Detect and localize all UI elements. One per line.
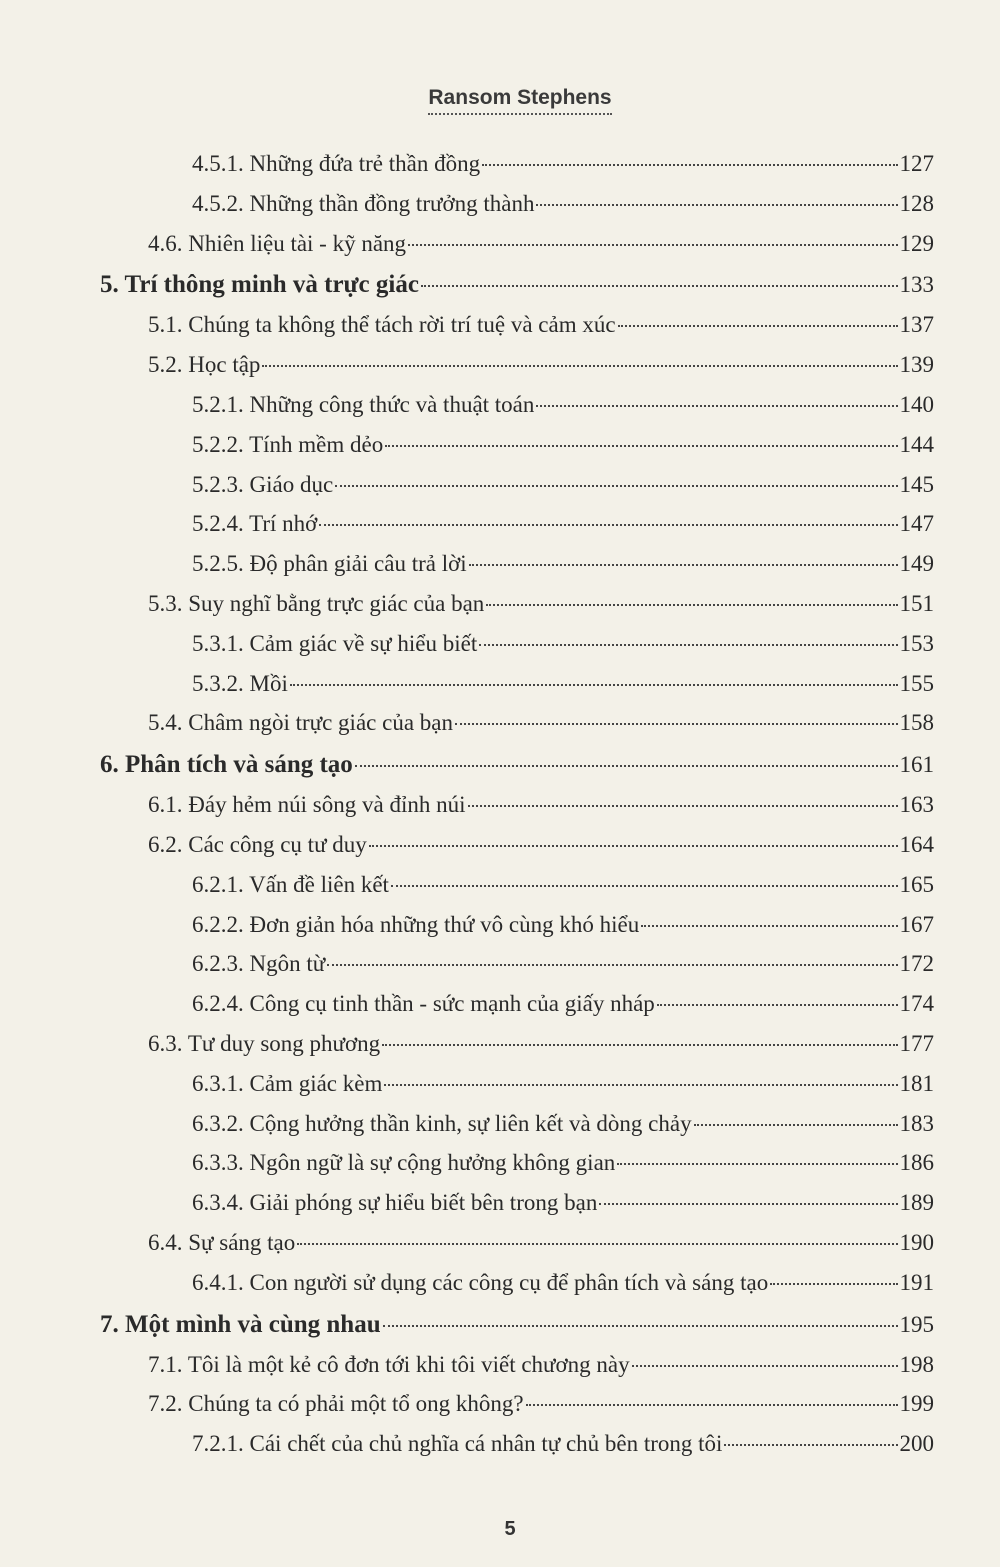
toc-entry-page: 165 [899, 871, 934, 897]
toc-entry-page: 145 [899, 471, 934, 497]
toc-entry-label: 5.2.4. Trí nhớ [192, 511, 318, 537]
toc-entry-label: 6.2. Các công cụ tư duy [148, 831, 367, 857]
toc-section-entry [100, 665, 934, 705]
dot-leader [382, 1044, 897, 1046]
toc-entry-page: 190 [899, 1229, 934, 1255]
toc-section-entry [100, 306, 934, 346]
dot-leader [482, 164, 897, 166]
toc-entry-page: 155 [899, 670, 934, 696]
toc-entry-label: 5.3.1. Cảm giác về sự hiểu biết [192, 630, 478, 656]
toc-entry-page: 181 [899, 1070, 934, 1096]
toc-entry-label: 4.6. Nhiên liệu tài - kỹ năng [148, 230, 407, 256]
toc-section-entry [100, 1184, 934, 1224]
toc-entry-label: 6.4.1. Con người sử dụng các công cụ để phân tích và sáng tạo [192, 1269, 769, 1295]
dot-leader [369, 845, 898, 847]
dot-leader [632, 1365, 898, 1367]
dot-leader [335, 485, 897, 487]
toc-entry-label: 6.3.3. Ngôn ngữ là sự cộng hưởng không gian [192, 1150, 616, 1176]
toc-entry-page: 186 [899, 1150, 934, 1176]
dot-leader [327, 964, 897, 966]
toc-entry-page: 158 [899, 710, 934, 736]
toc-section-entry [100, 1065, 934, 1105]
toc-entry-label: 6.1. Đáy hẻm núi sông và đỉnh núi [148, 792, 466, 818]
dot-leader [479, 644, 897, 646]
dot-leader [599, 1203, 897, 1205]
toc-section-entry [100, 225, 934, 265]
dot-leader [421, 285, 898, 287]
toc-entry-label: 6. Phân tích và sáng tạo [100, 751, 353, 779]
dot-leader [408, 244, 897, 246]
toc-entry-label: 6.3.4. Giải phóng sự hiểu biết bên trong bạn [192, 1190, 598, 1216]
toc-section-entry [100, 545, 934, 585]
dot-leader [319, 524, 897, 526]
toc-entry-page: 163 [899, 792, 934, 818]
toc-entry-label: 5.2.3. Giáo dục [192, 471, 334, 497]
toc-section-entry [100, 1144, 934, 1184]
dot-leader [385, 445, 897, 447]
toc-entry-label: 7. Một mình và cùng nhau [100, 1310, 381, 1338]
toc-entry-page: 127 [899, 151, 934, 176]
toc-section-entry [100, 386, 934, 426]
toc-section-entry [100, 426, 934, 466]
toc-section-entry [100, 985, 934, 1025]
toc-entry-page: 137 [899, 312, 934, 338]
running-header-author: Ransom Stephens [428, 86, 611, 115]
toc-entry-page: 164 [899, 831, 934, 857]
page-header [0, 86, 1000, 115]
toc-entry-page: 161 [899, 752, 934, 778]
dot-leader [391, 885, 898, 887]
toc-section-entry [100, 505, 934, 545]
dot-leader [469, 564, 898, 566]
toc-entry-page: 147 [899, 511, 934, 537]
toc-section-entry [100, 1425, 934, 1465]
toc-section-entry [100, 945, 934, 985]
toc-entry-label: 5.2. Học tập [148, 352, 261, 378]
toc-section-entry [100, 1025, 934, 1065]
toc-chapter-entry [100, 1304, 934, 1346]
toc-entry-label: 5. Trí thông minh và trực giác [100, 271, 419, 299]
toc-chapter-entry [100, 744, 934, 786]
toc-entry-page: 167 [899, 911, 934, 937]
toc-entry-label: 6.3.2. Cộng hưởng thần kinh, sự liên kết và dòng chảy [192, 1110, 692, 1136]
toc-entry-label: 7.2.1. Cái chết của chủ nghĩa cá nhân tự chủ bên trong tôi [192, 1431, 723, 1457]
dot-leader [355, 765, 898, 767]
toc-section-entry [100, 1105, 934, 1145]
toc-entry-page: 153 [899, 630, 934, 656]
toc-entry-label: 6.2.4. Công cụ tinh thần - sức mạnh của giấy nháp [192, 991, 655, 1017]
toc-entry-page: 183 [899, 1110, 934, 1136]
dot-leader [297, 1243, 897, 1245]
toc-entry-label: 6.4. Sự sáng tạo [148, 1229, 296, 1255]
toc-section-entry [100, 1385, 934, 1425]
toc-entry-page: 129 [899, 230, 934, 256]
toc-section-entry [100, 1346, 934, 1386]
dot-leader [384, 1084, 897, 1086]
toc-entry-page: 144 [899, 431, 934, 457]
dot-leader [694, 1124, 898, 1126]
toc-entry-label: 6.3. Tư duy song phương [148, 1030, 381, 1056]
toc-section-entry [100, 185, 934, 225]
toc-entry-page: 198 [899, 1351, 934, 1377]
toc-chapter-entry [100, 264, 934, 306]
dot-leader [468, 805, 898, 807]
toc-entry-label: 7.1. Tôi là một kẻ cô đơn tới khi tôi viết chương này [148, 1351, 630, 1377]
toc-entry-label: 6.3.1. Cảm giác kèm [192, 1070, 383, 1096]
toc-entry-label: 5.2.1. Những công thức và thuật toán [192, 391, 535, 417]
dot-leader [641, 925, 897, 927]
toc-entry-page: 195 [899, 1311, 934, 1337]
toc-entry-label: 5.3. Suy nghĩ bằng trực giác của bạn [148, 590, 485, 616]
dot-leader [618, 325, 898, 327]
toc-section-entry [100, 826, 934, 866]
toc-entry-page: 149 [899, 551, 934, 577]
dot-leader [657, 1004, 898, 1006]
toc-section-entry [100, 866, 934, 906]
page-number: 5 [504, 1518, 516, 1540]
toc-entry-label: 5.2.5. Độ phân giải câu trả lời [192, 551, 467, 577]
toc-entry-page: 177 [899, 1030, 934, 1056]
toc-section-entry [100, 1224, 934, 1264]
toc-entry-label: 4.5.2. Những thần đồng trưởng thành [192, 190, 535, 216]
toc-entry-label: 6.2.1. Vấn đề liên kết [192, 871, 389, 897]
dot-leader [383, 1325, 898, 1327]
toc-entry-page: 133 [899, 272, 934, 298]
table-of-contents [100, 145, 934, 1465]
toc-section-entry [100, 585, 934, 625]
toc-entry-label: 5.2.2. Tính mềm dẻo [192, 431, 384, 457]
toc-entry-page: 151 [899, 590, 934, 616]
dot-leader [290, 684, 898, 686]
dot-leader [724, 1444, 897, 1446]
toc-entry-label: 5.1. Chúng ta không thể tách rời trí tuệ và cảm xúc [148, 312, 616, 338]
toc-entry-label: 7.2. Chúng ta có phải một tổ ong không? [148, 1391, 524, 1417]
toc-entry-page: 199 [899, 1391, 934, 1417]
dot-leader [526, 1404, 898, 1406]
dot-leader [262, 365, 897, 367]
toc-section-entry [100, 346, 934, 386]
toc-entry-page: 140 [899, 391, 934, 417]
dot-leader [770, 1283, 897, 1285]
dot-leader [455, 723, 898, 725]
toc-section-entry [100, 466, 934, 506]
toc-section-entry [100, 906, 934, 946]
toc-entry-label: 5.4. Châm ngòi trực giác của bạn [148, 710, 453, 736]
toc-entry-label: 5.3.2. Mồi [192, 670, 288, 696]
toc-entry-label: 4.5.1. Những đứa trẻ thần đồng [192, 151, 481, 176]
toc-entry-page: 128 [899, 190, 934, 216]
toc-entry-label: 6.2.3. Ngôn từ [192, 951, 326, 977]
toc-section-entry [100, 704, 934, 744]
toc-entry-page: 189 [899, 1190, 934, 1216]
toc-entry-page: 174 [899, 991, 934, 1017]
toc-entry-page: 191 [899, 1269, 934, 1295]
dot-leader [536, 204, 897, 206]
dot-leader [486, 604, 897, 606]
toc-entry-page: 200 [899, 1431, 934, 1457]
toc-section-entry [100, 786, 934, 826]
dot-leader [536, 405, 897, 407]
toc-entry-label: 6.2.2. Đơn giản hóa những thứ vô cùng khó hiểu [192, 911, 640, 937]
toc-entry-page: 172 [899, 951, 934, 977]
toc-section-entry [100, 1264, 934, 1304]
toc-entry-page: 139 [899, 352, 934, 378]
toc-section-entry [100, 625, 934, 665]
toc-section-entry [100, 145, 934, 185]
dot-leader [617, 1163, 897, 1165]
